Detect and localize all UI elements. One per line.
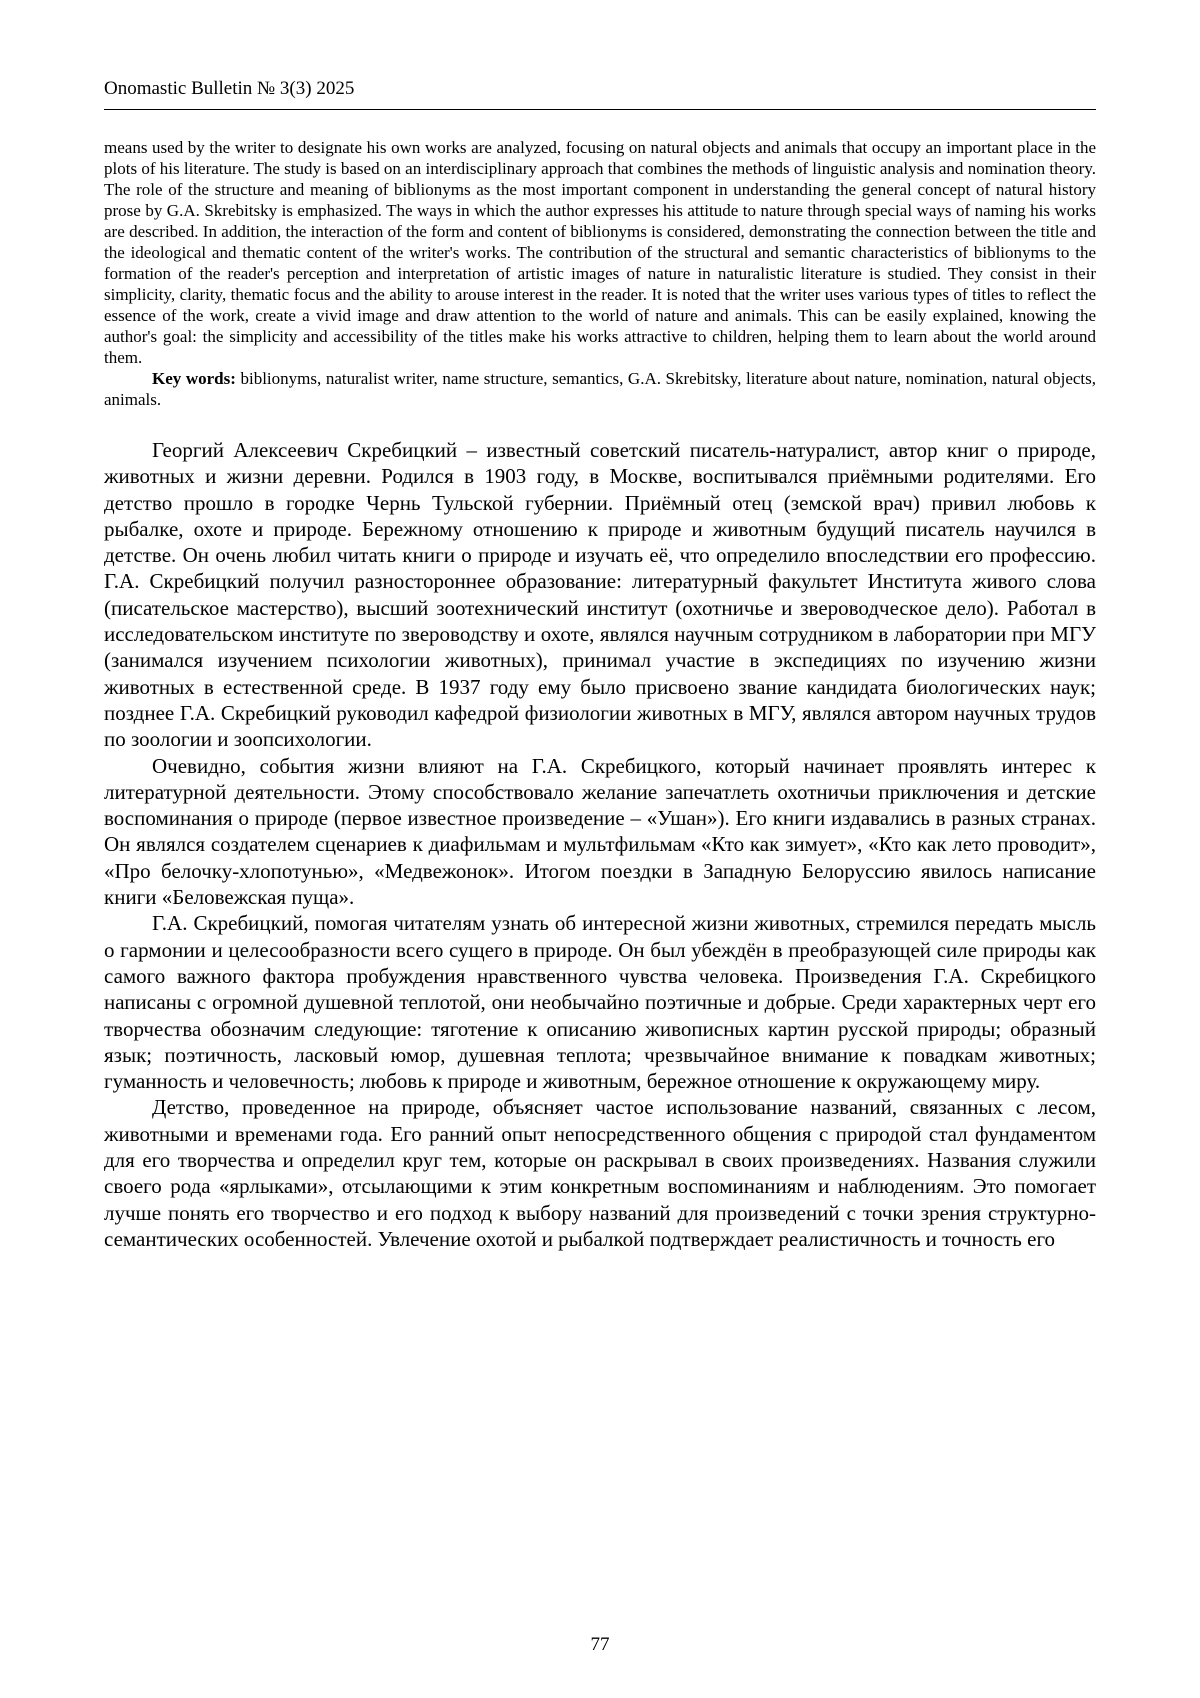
body-paragraph: Г.А. Скребицкий, помогая читателям узнать об интересной жизни животных, стремился передать мысль о гармонии и целесообразности всего сущего в природе. Он был убеждён в преобразующей силе природы как самого важного фактора пробуждения нравственного чувства человека. Произведения Г.А. Скребицкого написаны с огромной душевной теплотой, они необычайно поэтичные и добрые. Среди характерных черт его творчества обозначим следующие: тяготение к описанию живописных картин русской природы; образный язык; поэтичность, ласковый юмор, душевная теплота; чрезвычайное внимание к повадкам животных; гуманность и человечность; любовь к природе и животным, бережное отношение к окружающему миру. <box>104 911 1096 1094</box>
body-paragraph: Георгий Алексеевич Скребицкий – известный советский писатель-натуралист, автор книг о природе, животных и жизни деревни. Родился в 1903 году, в Москве, воспитывался приёмными родителями. Его детство прошло в городке Чернь Тульской губернии. Приёмный отец (земской врач) привил любовь к рыбалке, охоте и природе. Бережному отношению к природе и животным будущий писатель научился в детстве. Он очень любил читать книги о природе и изучать её, что определило впоследствии его профессию. Г.А. Скребицкий получил разностороннее образование: литературный факультет Института живого слова (писательское мастерство), высший зоотехнический институт (охотничье и звероводческое дело). Работал в исследовательском институте по звероводству и охоте, являлся научным сотрудником в лаборатории при МГУ (занимался изучением психологии животных), принимал участие в экспедициях по изучению жизни животных в естественной среде. В 1937 году ему было присвоено звание кандидата биологических наук; позднее Г.А. Скребицкий руководил кафедрой физиологии животных в МГУ, являлся автором научных трудов по зоологии и зоопсихологии. <box>104 438 1096 752</box>
page-number: 77 <box>590 1634 610 1655</box>
journal-title: Onomastic Bulletin № 3(3) 2025 <box>104 78 355 99</box>
body-paragraph: Очевидно, события жизни влияют на Г.А. Скребицкого, который начинает проявлять интерес к литературной деятельности. Этому способствовало желание запечатлеть охотничьи приключения и детские воспоминания о природе (первое известное произведение – «Ушан»). Его книги издавались в разных странах. Он являлся создателем сценариев к диафильмам и мультфильмам «Кто как зимует», «Кто как лето проводит», «Про белочку-хлопотунью», «Медвежонок». Итогом поездки в Западную Белоруссию явилось написание книги «Беловежская пуща». <box>104 753 1096 910</box>
keywords-label: Key words: <box>152 369 236 388</box>
article-body <box>104 437 1096 1252</box>
abstract-paragraph: means used by the writer to designate his own works are analyzed, focusing on natural objects and animals that occupy an important place in the plots of his literature. The study is based on an interdisciplinary approach that combines the methods of linguistic analysis and nomination theory. The role of the structure and meaning of biblionyms as the most important component in understanding the general concept of natural history prose by G.A. Skrebitsky is emphasized. The ways in which the author expresses his attitude to nature through special ways of naming his works are described. In addition, the interaction of the form and content of biblionyms is considered, demonstrating the connection between the title and the ideological and thematic content of the writer's works. The contribution of the structural and semantic characteristics of biblionyms to the formation of the reader's perception and interpretation of artistic images of nature in naturalistic literature is studied. They consist in their simplicity, clarity, thematic focus and the ability to arouse interest in the reader. It is noted that the writer uses various types of titles to reflect the essence of the work, create a vivid image and draw attention to the world of nature and animals. This can be easily explained, knowing the author's goal: the simplicity and accessibility of the titles make his works attractive to children, helping them to learn about the world around them. <box>104 138 1096 367</box>
page-content <box>104 137 1096 1252</box>
keywords-paragraph <box>104 368 1096 410</box>
body-paragraph: Детство, проведенное на природе, объясняет частое использование названий, связанных с лесом, животными и временами года. Его ранний опыт непосредственного общения с природой стал фундаментом для его творчества и определил круг тем, которые он раскрывал в своих произведениях. Названия служили своего рода «ярлыками», отсылающими к этим конкретным воспоминаниям и наблюдениям. Это помогает лучше понять его творчество и его подход к выбору названий для произведений с точки зрения структурно-семантических особенностей. Увлечение охотой и рыбалкой подтверждает реалистичность и точность его <box>104 1095 1096 1251</box>
journal-header <box>104 78 1096 110</box>
keywords-text: biblionyms, naturalist writer, name structure, semantics, G.A. Skrebitsky, literature about nature, nomination, natural objects, animals. <box>104 369 1097 409</box>
